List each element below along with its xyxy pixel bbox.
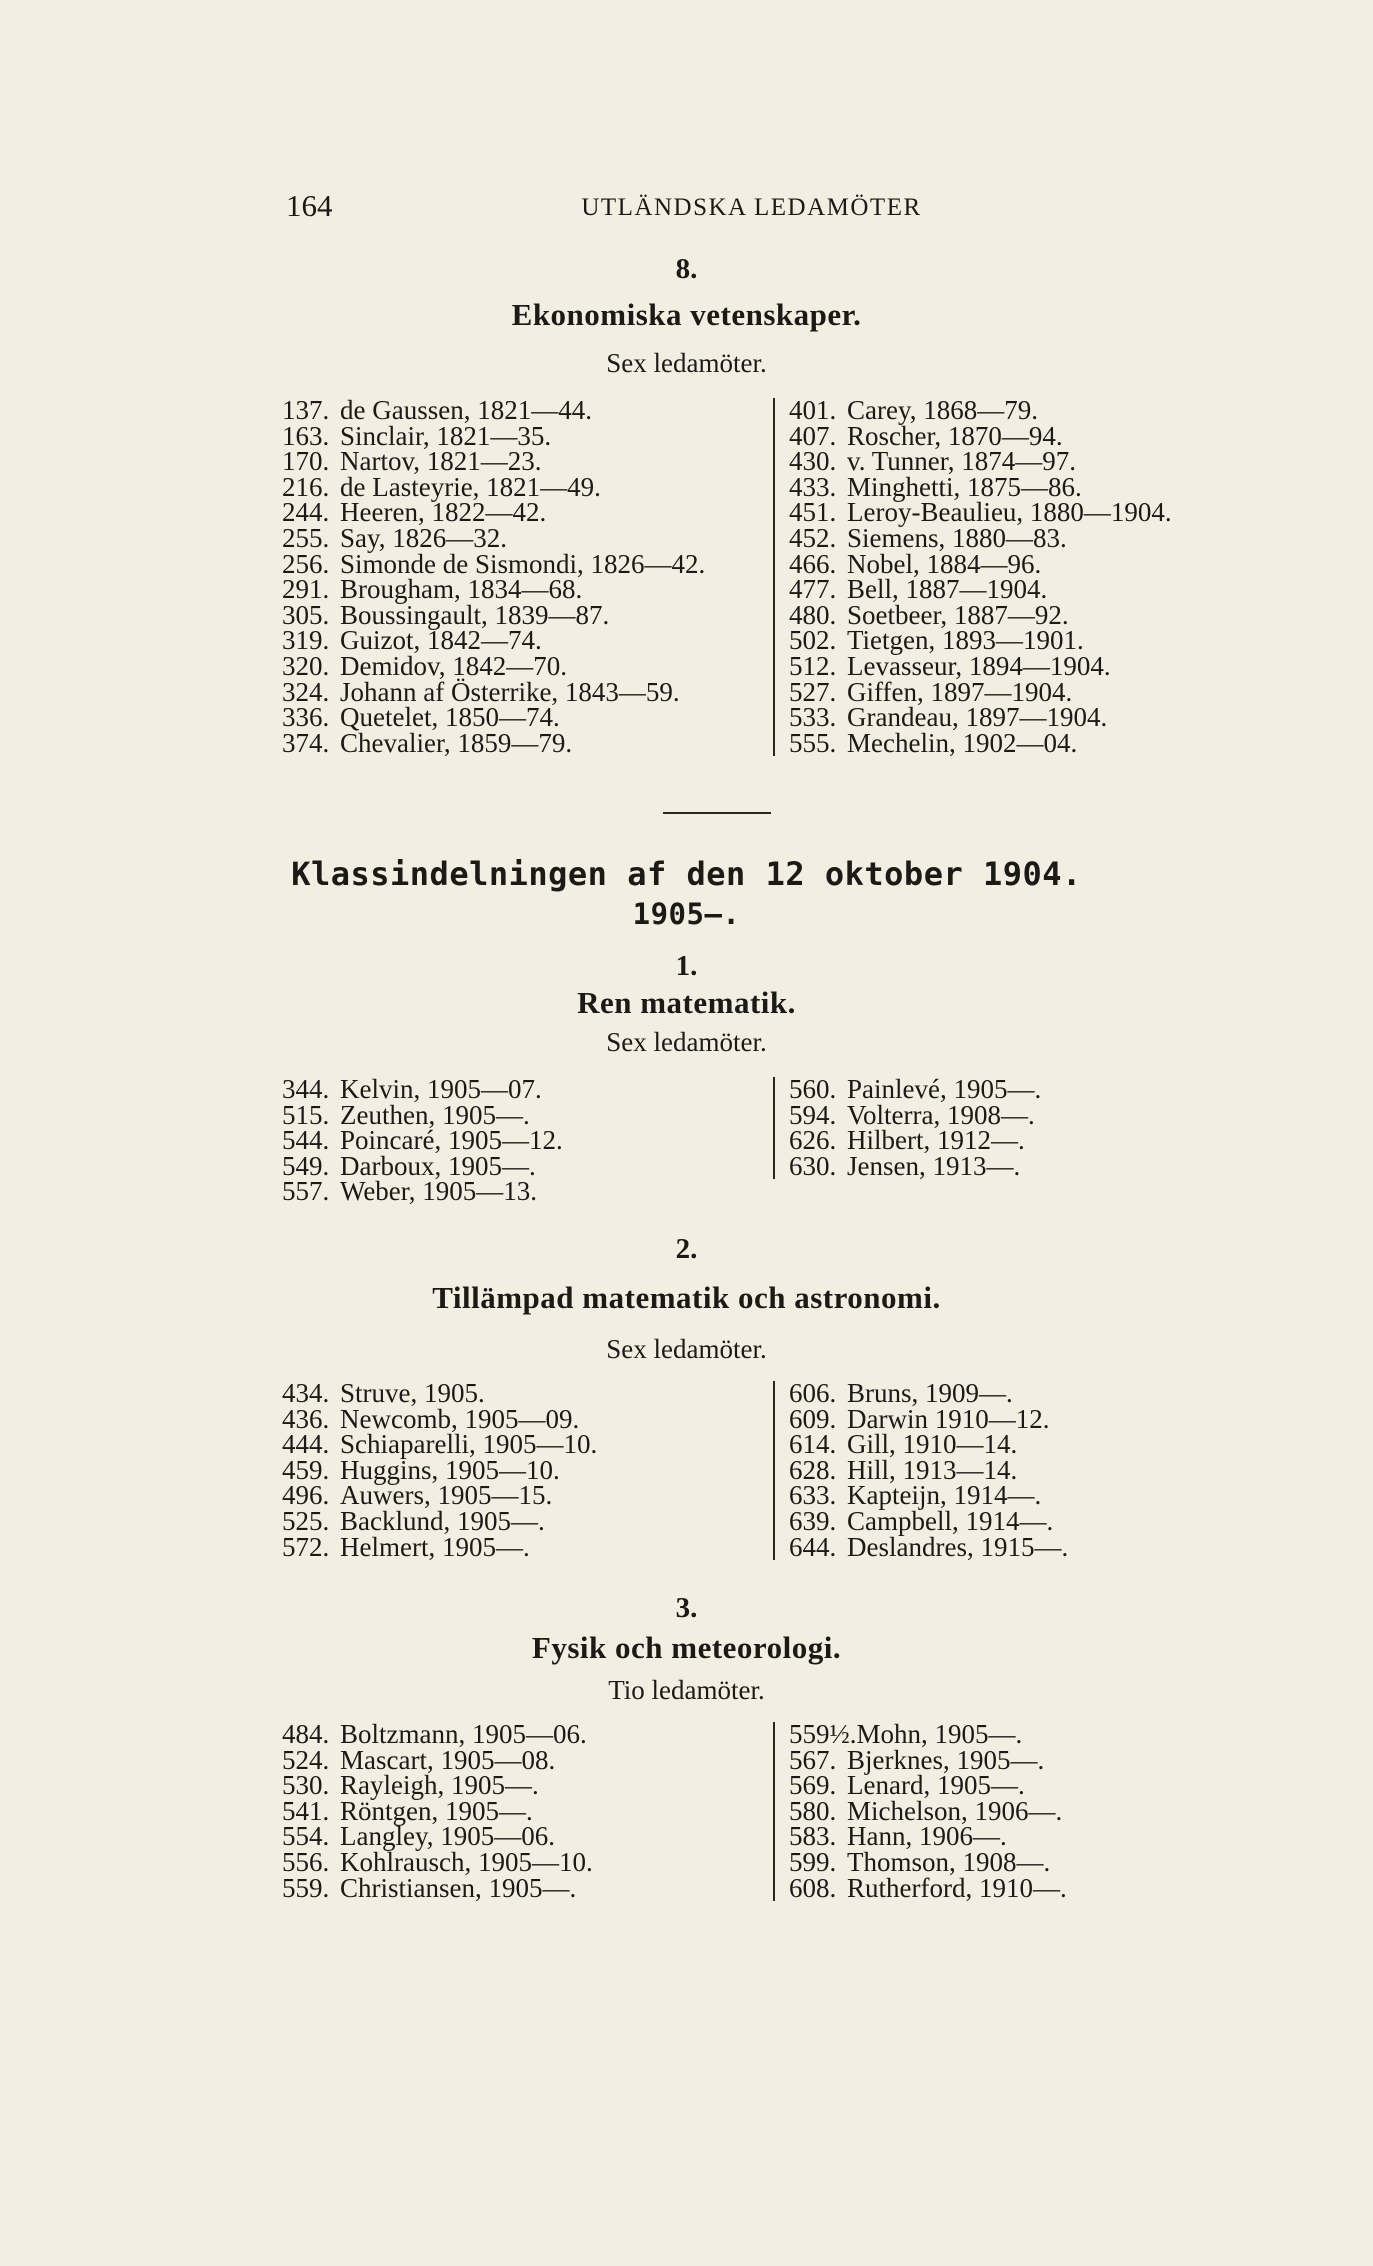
member-number: 630. (789, 1150, 837, 1181)
member-number: 626. (789, 1125, 837, 1156)
member-name-years: Kapteijn, 1914—. (847, 1480, 1042, 1511)
member-number: 580. (789, 1795, 837, 1826)
section-3-subtitle: Tio ledamöter. (608, 1675, 765, 1705)
member-name-years: Painlevé, 1905—. (847, 1074, 1042, 1104)
member-name-years: Simonde de Sismondi, 1826—42. (340, 548, 706, 579)
member-name-years: Giffen, 1897—1904. (847, 676, 1073, 707)
member-number: 567. (789, 1744, 837, 1775)
member-number: 560. (789, 1074, 837, 1104)
member-number: 407. (789, 420, 837, 451)
member-number: 559½. (789, 1719, 857, 1749)
member-number: 452. (789, 522, 837, 553)
member-number: 374. (282, 727, 330, 758)
section-divider (663, 812, 771, 814)
member-number: 559. (282, 1872, 330, 1903)
section-2-right-column (773, 1378, 1269, 1562)
section-8-left-column (282, 395, 762, 758)
section-1-left-column (282, 1074, 762, 1207)
section-2-left-column (282, 1378, 762, 1562)
section-1-subtitle: Sex ledamöter. (606, 1027, 767, 1057)
member-name-years: Sinclair, 1821—35. (340, 420, 552, 451)
member-name-years: Huggins, 1905—10. (340, 1454, 560, 1485)
member-name-years: Struve, 1905. (340, 1378, 485, 1408)
member-name-years: Deslandres, 1915—. (847, 1531, 1069, 1562)
member-number: 434. (282, 1378, 330, 1408)
member-number: 608. (789, 1872, 837, 1903)
member-name-years: Volterra, 1908—. (847, 1099, 1035, 1130)
member-name-years: Christiansen, 1905—. (340, 1872, 577, 1903)
member-name-years: Darboux, 1905—. (340, 1150, 536, 1181)
member-number: 594. (789, 1099, 837, 1130)
list-item (789, 1531, 1269, 1562)
section-3-left-column (282, 1719, 762, 1903)
member-number: 527. (789, 676, 837, 707)
member-name-years: Auwers, 1905—15. (340, 1480, 553, 1511)
member-name-years: Langley, 1905—06. (340, 1821, 555, 1852)
member-name-years: Weber, 1905—13. (340, 1176, 537, 1207)
member-number: 549. (282, 1150, 330, 1181)
member-number: 444. (282, 1429, 330, 1460)
member-name-years: Jensen, 1913—. (847, 1150, 1021, 1181)
member-name-years: Soetbeer, 1887—92. (847, 599, 1069, 630)
member-number: 512. (789, 650, 837, 681)
member-number: 477. (789, 574, 837, 605)
member-name-years: Röntgen, 1905—. (340, 1795, 533, 1826)
member-number: 544. (282, 1125, 330, 1156)
member-name-years: Rutherford, 1910—. (847, 1872, 1067, 1903)
member-number: 628. (789, 1454, 837, 1485)
member-number: 430. (789, 446, 837, 477)
member-number: 484. (282, 1719, 330, 1749)
member-number: 606. (789, 1378, 837, 1408)
list-item (282, 1872, 762, 1903)
member-name-years: Boussingault, 1839—87. (340, 599, 610, 630)
member-name-years: Lenard, 1905—. (847, 1770, 1025, 1801)
running-head (0, 0, 1373, 260)
member-name-years: Rayleigh, 1905—. (340, 1770, 539, 1801)
member-name-years: Tietgen, 1893—1901. (847, 625, 1084, 656)
member-number: 451. (789, 497, 837, 528)
member-number: 525. (282, 1505, 330, 1536)
member-number: 599. (789, 1846, 837, 1877)
section-1-title: Ren matematik. (577, 985, 796, 1020)
member-name-years: Schiaparelli, 1905—10. (340, 1429, 598, 1460)
member-name-years: Bjerknes, 1905—. (847, 1744, 1045, 1775)
member-number: 433. (789, 471, 837, 502)
section-1-number: 1. (675, 950, 698, 982)
member-number: 163. (282, 420, 330, 451)
member-number: 572. (282, 1531, 330, 1562)
member-name-years: Kohlrausch, 1905—10. (340, 1846, 593, 1877)
member-number: 555. (789, 727, 837, 758)
member-number: 480. (789, 599, 837, 630)
member-number: 583. (789, 1821, 837, 1852)
member-number: 170. (282, 446, 330, 477)
member-name-years: Guizot, 1842—74. (340, 625, 542, 656)
list-item (282, 1531, 762, 1562)
member-name-years: Bruns, 1909—. (847, 1378, 1013, 1408)
member-name-years: Grandeau, 1897—1904. (847, 702, 1108, 733)
section-3-title: Fysik och meteorologi. (531, 1630, 842, 1665)
member-number: 541. (282, 1795, 330, 1826)
member-name-years: Johann af Österrike, 1843—59. (340, 676, 680, 707)
member-name-years: Newcomb, 1905—09. (340, 1403, 580, 1434)
member-number: 609. (789, 1403, 837, 1434)
section-8-title: Ekonomiska vetenskaper. (511, 297, 862, 332)
member-name-years: Hill, 1913—14. (847, 1454, 1018, 1485)
section-2-title: Tillämpad matematik och astronomi. (432, 1280, 941, 1315)
member-number: 633. (789, 1480, 837, 1511)
member-number: 502. (789, 625, 837, 656)
member-name-years: Quetelet, 1850—74. (340, 702, 560, 733)
list-item (282, 727, 762, 758)
member-name-years: Chevalier, 1859—79. (340, 727, 573, 758)
member-name-years: Boltzmann, 1905—06. (340, 1719, 587, 1749)
member-name-years: v. Tunner, 1874—97. (847, 446, 1076, 477)
member-number: 256. (282, 548, 330, 579)
member-name-years: Demidov, 1842—70. (340, 650, 567, 681)
member-name-years: Mechelin, 1902—04. (847, 727, 1078, 758)
member-number: 320. (282, 650, 330, 681)
member-name-years: Siemens, 1880—83. (847, 522, 1067, 553)
member-number: 644. (789, 1531, 837, 1562)
section-3-number: 3. (675, 1592, 698, 1624)
member-name-years: Roscher, 1870—94. (847, 420, 1063, 451)
member-number: 319. (282, 625, 330, 656)
member-number: 137. (282, 395, 330, 425)
member-name-years: Levasseur, 1894—1904. (847, 650, 1111, 681)
member-name-years: Darwin 1910—12. (847, 1403, 1050, 1434)
member-name-years: Thomson, 1908—. (847, 1846, 1051, 1877)
member-name-years: Nartov, 1821—23. (340, 446, 542, 477)
member-name-years: Kelvin, 1905—07. (340, 1074, 542, 1104)
member-name-years: Brougham, 1834—68. (340, 574, 583, 605)
member-name-years: Minghetti, 1875—86. (847, 471, 1082, 502)
member-number: 557. (282, 1176, 330, 1207)
member-name-years: Gill, 1910—14. (847, 1429, 1018, 1460)
member-name-years: Poincaré, 1905—12. (340, 1125, 563, 1156)
member-number: 515. (282, 1099, 330, 1130)
member-name-years: Hilbert, 1912—. (847, 1125, 1025, 1156)
member-number: 496. (282, 1480, 330, 1511)
member-name-years: Bell, 1887—1904. (847, 574, 1048, 605)
member-number: 530. (282, 1770, 330, 1801)
classification-title: Klassindelningen af den 12 oktober 1904. (291, 855, 1082, 893)
member-number: 639. (789, 1505, 837, 1536)
list-item (282, 1176, 762, 1207)
member-name-years: Michelson, 1906—. (847, 1795, 1063, 1826)
member-name-years: Say, 1826—32. (340, 522, 507, 553)
running-title: UTLÄNDSKA LEDAMÖTER (581, 194, 922, 221)
section-3-right-column (773, 1719, 1269, 1903)
member-number: 305. (282, 599, 330, 630)
list-item (789, 1872, 1269, 1903)
member-number: 244. (282, 497, 330, 528)
member-name-years: Backlund, 1905—. (340, 1505, 545, 1536)
member-number: 556. (282, 1846, 330, 1877)
member-number: 614. (789, 1429, 837, 1460)
list-item (789, 1150, 1269, 1181)
section-8-subtitle: Sex ledamöter. (606, 348, 767, 378)
section-2-number: 2. (675, 1233, 698, 1265)
classification-years: 1905—. (632, 897, 741, 931)
section-2-subtitle: Sex ledamöter. (606, 1334, 767, 1364)
member-number: 401. (789, 395, 837, 425)
member-name-years: Campbell, 1914—. (847, 1505, 1054, 1536)
member-name-years: Helmert, 1905—. (340, 1531, 530, 1562)
member-name-years: Heeren, 1822—42. (340, 497, 547, 528)
section-1-right-column (773, 1074, 1269, 1181)
section-8-number: 8. (675, 253, 698, 285)
member-name-years: Nobel, 1884—96. (847, 548, 1042, 579)
member-name-years: de Gaussen, 1821—44. (340, 395, 592, 425)
member-number: 336. (282, 702, 330, 733)
member-number: 291. (282, 574, 330, 605)
member-number: 255. (282, 522, 330, 553)
member-name-years: Zeuthen, 1905—. (340, 1099, 530, 1130)
member-number: 524. (282, 1744, 330, 1775)
member-name-years: Mohn, 1905—. (856, 1719, 1023, 1749)
member-name-years: Mascart, 1905—08. (340, 1744, 556, 1775)
member-number: 344. (282, 1074, 330, 1104)
member-number: 554. (282, 1821, 330, 1852)
member-number: 216. (282, 471, 330, 502)
member-number: 436. (282, 1403, 330, 1434)
member-name-years: Leroy-Beaulieu, 1880—1904. (847, 497, 1172, 528)
member-name-years: de Lasteyrie, 1821—49. (340, 471, 601, 502)
member-number: 466. (789, 548, 837, 579)
member-number: 533. (789, 702, 837, 733)
member-name-years: Hann, 1906—. (847, 1821, 1007, 1852)
member-number: 324. (282, 676, 330, 707)
section-8-right-column (773, 395, 1269, 758)
page-number: 164 (286, 188, 333, 223)
list-item (789, 727, 1269, 758)
member-number: 569. (789, 1770, 837, 1801)
member-number: 459. (282, 1454, 330, 1485)
member-name-years: Carey, 1868—79. (847, 395, 1038, 425)
